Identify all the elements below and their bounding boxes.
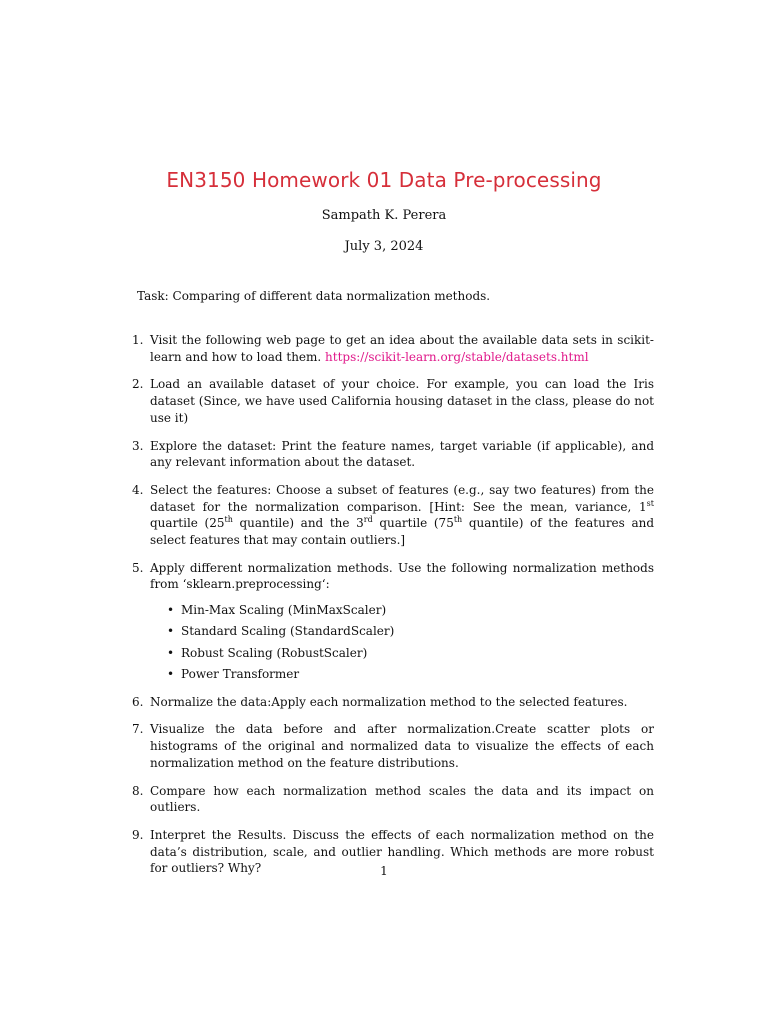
page-number: 1 [380, 864, 388, 878]
author-name: Sampath K. Perera [321, 208, 447, 223]
superscript: th [224, 515, 233, 525]
item-number: 9. [132, 827, 144, 842]
list-item [132, 482, 655, 549]
item-text: Load an available dataset of your choice. For example, you can load the Iris dataset (Since, we have used California housing dataset in the class, please do not use it) [150, 377, 654, 425]
bullet-item [150, 645, 654, 662]
document-date: July 3, 2024 [344, 239, 424, 254]
list-item [132, 376, 654, 426]
list-item [132, 332, 654, 365]
item-text: Visit the following web page to get an idea about the available data sets in scikit-learn and how to load them. [150, 333, 654, 364]
item-text: Compare how each normalization method scales the data and its impact on outliers. [150, 783, 654, 815]
item-text: Explore the dataset: Print the feature names, target variable (if applicable), and any relevant information about the dataset. [150, 438, 654, 470]
document-title: EN3150 Homework 01 Data Pre-processing [166, 168, 602, 192]
bullet-text: Standard Scaling (StandardScaler) [181, 624, 395, 639]
item-text-part: quantile) of the features and select features that may contain outliers.] [150, 516, 655, 548]
list-item [132, 721, 654, 771]
bullet-icon: • [167, 667, 175, 682]
item-number: 8. [132, 783, 144, 798]
bullet-item [150, 602, 654, 619]
item-text-part: quartile (25 [150, 516, 225, 531]
superscript: th [453, 515, 463, 525]
bullet-text: Min-Max Scaling (MinMaxScaler) [181, 603, 387, 618]
item-number: 7. [132, 722, 144, 737]
bullet-item [150, 623, 654, 640]
list-item [132, 783, 654, 816]
item-text: Interpret the Results. Discuss the effects of each normalization method on the data’s distribution, scale, and outlier handling. Which methods are more robust for outliers? Why? [150, 827, 654, 876]
normalization-methods-list [150, 602, 654, 683]
bullet-icon: • [167, 645, 175, 660]
superscript: st [646, 498, 654, 508]
item-number: 6. [132, 694, 144, 709]
item-text: Apply different normalization methods. Use the following normalization methods from ‘sklearn.preprocessing‘: [150, 560, 654, 592]
bullet-icon: • [167, 624, 175, 639]
list-item [132, 438, 654, 471]
item-number: 1. [132, 333, 144, 347]
datasets-link[interactable]: https://scikit-learn.org/stable/datasets.html [325, 349, 589, 364]
item-number: 3. [132, 438, 144, 453]
item-text: Visualize the data before and after normalization.Create scatter plots or histograms of the original and normalized data to visualize the effects of each normalization method on the feature distributions. [150, 722, 654, 770]
item-text-part: Select the features: Choose a subset of features (e.g., say two features) from the dataset for the normalization comparison. [Hint: See the mean, variance, 1 [150, 482, 654, 514]
task-statement: Task: Comparing of different data normalization methods. [137, 289, 491, 303]
item-number: 4. [132, 482, 144, 497]
superscript: rd [363, 515, 373, 525]
item-text: Normalize the data:Apply each normalization method to the selected features. [150, 694, 628, 709]
bullet-text: Power Transformer [181, 667, 300, 682]
item-number: 5. [132, 560, 144, 575]
bullet-item [150, 666, 654, 683]
list-item [132, 560, 654, 683]
item-text-part: quantile) and the 3 [232, 516, 364, 531]
instruction-list [132, 332, 655, 888]
bullet-icon: • [167, 603, 175, 618]
item-number: 2. [132, 377, 144, 392]
bullet-text: Robust Scaling (RobustScaler) [181, 645, 368, 660]
item-text-part: quartile (75 [372, 516, 454, 531]
list-item [132, 694, 654, 711]
